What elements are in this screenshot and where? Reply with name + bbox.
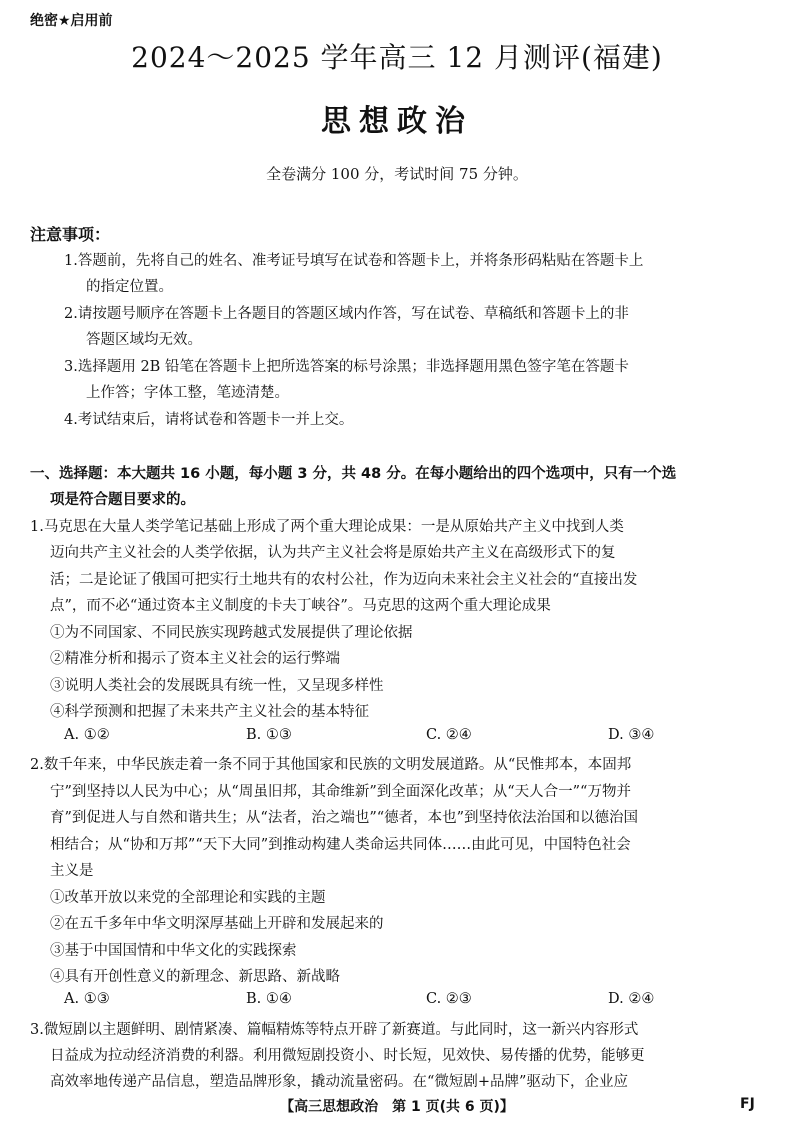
section-heading-cont: 项是符合题目要求的。 — [50, 492, 195, 508]
q1-option-a: A. ①② — [64, 727, 110, 743]
q2-item: ④具有开创性意义的新理念、新思路、新战略 — [50, 969, 340, 985]
q2-stem: 宁”到坚持以人民为中心；从“周虽旧邦，其命维新”到全面深化改革；从“天人合一”“万物并 — [50, 784, 631, 800]
notice-line: 1.答题前，先将自己的姓名、准考证号填写在试卷和答题卡上，并将条形码粘贴在答题卡上 — [64, 253, 644, 269]
q1-option-b: B. ①③ — [246, 727, 292, 743]
notice-line: 2.请按题号顺序在答题卡上各题目的答题区域内作答，写在试卷、草稿纸和答题卡上的非 — [64, 306, 629, 322]
subject-title: 思想政治 — [321, 104, 473, 139]
q1-stem: 活；二是论证了俄国可把实行土地共有的农村公社，作为迈向未来社会主义社会的“直接出发 — [50, 572, 638, 588]
region-code: FJ — [740, 1096, 755, 1112]
notice-line: 的指定位置。 — [86, 279, 173, 295]
q2-stem: 相结合；从“协和万邦”“天下大同”到推动构建人类命运共同体……由此可见，中国特色社会 — [50, 837, 631, 853]
q3-stem: 高效率地传递产品信息，塑造品牌形象，撬动流量密码。在“微短剧+品牌”驱动下，企业应 — [50, 1074, 628, 1090]
q3-stem: 3.微短剧以主题鲜明、剧情紧凑、篇幅精炼等特点开辟了新赛道。与此同时，这一新兴内容形式 — [30, 1022, 639, 1038]
exam-title: 2024～2025 学年高三 12 月测评(福建) — [131, 41, 663, 74]
score-info: 全卷满分 100 分，考试时间 75 分钟。 — [266, 165, 528, 183]
notice-heading: 注意事项： — [30, 225, 111, 244]
q2-option-d: D. ②④ — [608, 991, 655, 1007]
secret-label: 绝密★启用前 — [30, 13, 113, 29]
q1-option-d: D. ③④ — [608, 727, 655, 743]
q2-stem: 主义是 — [50, 863, 94, 879]
q1-item: ①为不同国家、不同民族实现跨越式发展提供了理论依据 — [50, 625, 413, 641]
q1-option-c: C. ②④ — [426, 727, 472, 743]
q1-stem: 1.马克思在大量人类学笔记基础上形成了两个重大理论成果：一是从原始共产主义中找到人类 — [30, 519, 624, 535]
q1-item: ④科学预测和把握了未来共产主义社会的基本特征 — [50, 704, 369, 720]
q2-option-b: B. ①④ — [246, 991, 292, 1007]
notice-line: 答题区域均无效。 — [86, 332, 202, 348]
q2-item: ③基于中国国情和中华文化的实践探索 — [50, 943, 297, 959]
q2-option-c: C. ②③ — [426, 991, 472, 1007]
page-footer: 【高三思想政治 第 1 页(共 6 页)】 — [280, 1099, 514, 1115]
q2-item: ②在五千多年中华文明深厚基础上开辟和发展起来的 — [50, 916, 384, 932]
notice-line: 3.选择题用 2B 铅笔在答题卡上把所选答案的标号涂黑；非选择题用黑色签字笔在答题卡 — [64, 359, 629, 375]
q2-item: ①改革开放以来党的全部理论和实践的主题 — [50, 890, 326, 906]
notice-line: 4.考试结束后，请将试卷和答题卡一并上交。 — [64, 412, 354, 428]
q1-item: ③说明人类社会的发展既具有统一性，又呈现多样性 — [50, 678, 384, 694]
notice-line: 上作答；字体工整，笔迹清楚。 — [86, 385, 289, 401]
q1-stem: 迈向共产主义社会的人类学依据，认为共产主义社会将是原始共产主义在高级形式下的复 — [50, 545, 616, 561]
q1-stem: 点”，而不必“通过资本主义制度的卡夫丁峡谷”。马克思的这两个重大理论成果 — [50, 598, 551, 614]
q1-item: ②精准分析和揭示了资本主义社会的运行弊端 — [50, 651, 340, 667]
q2-stem: 育”到促进人与自然和谐共生；从“法者，治之端也”“德者，本也”到坚持依法治国和以德治国 — [50, 810, 639, 826]
q2-option-a: A. ①③ — [64, 991, 110, 1007]
q2-stem: 2.数千年来，中华民族走着一条不同于其他国家和民族的文明发展道路。从“民惟邦本，本固邦 — [30, 757, 632, 773]
section-heading: 一、选择题：本大题共 16 小题，每小题 3 分，共 48 分。在每小题给出的四个选项中，只有一个选 — [30, 466, 677, 482]
q3-stem: 日益成为拉动经济消费的利器。利用微短剧投资小、时长短，见效快、易传播的优势，能够更 — [50, 1048, 645, 1064]
